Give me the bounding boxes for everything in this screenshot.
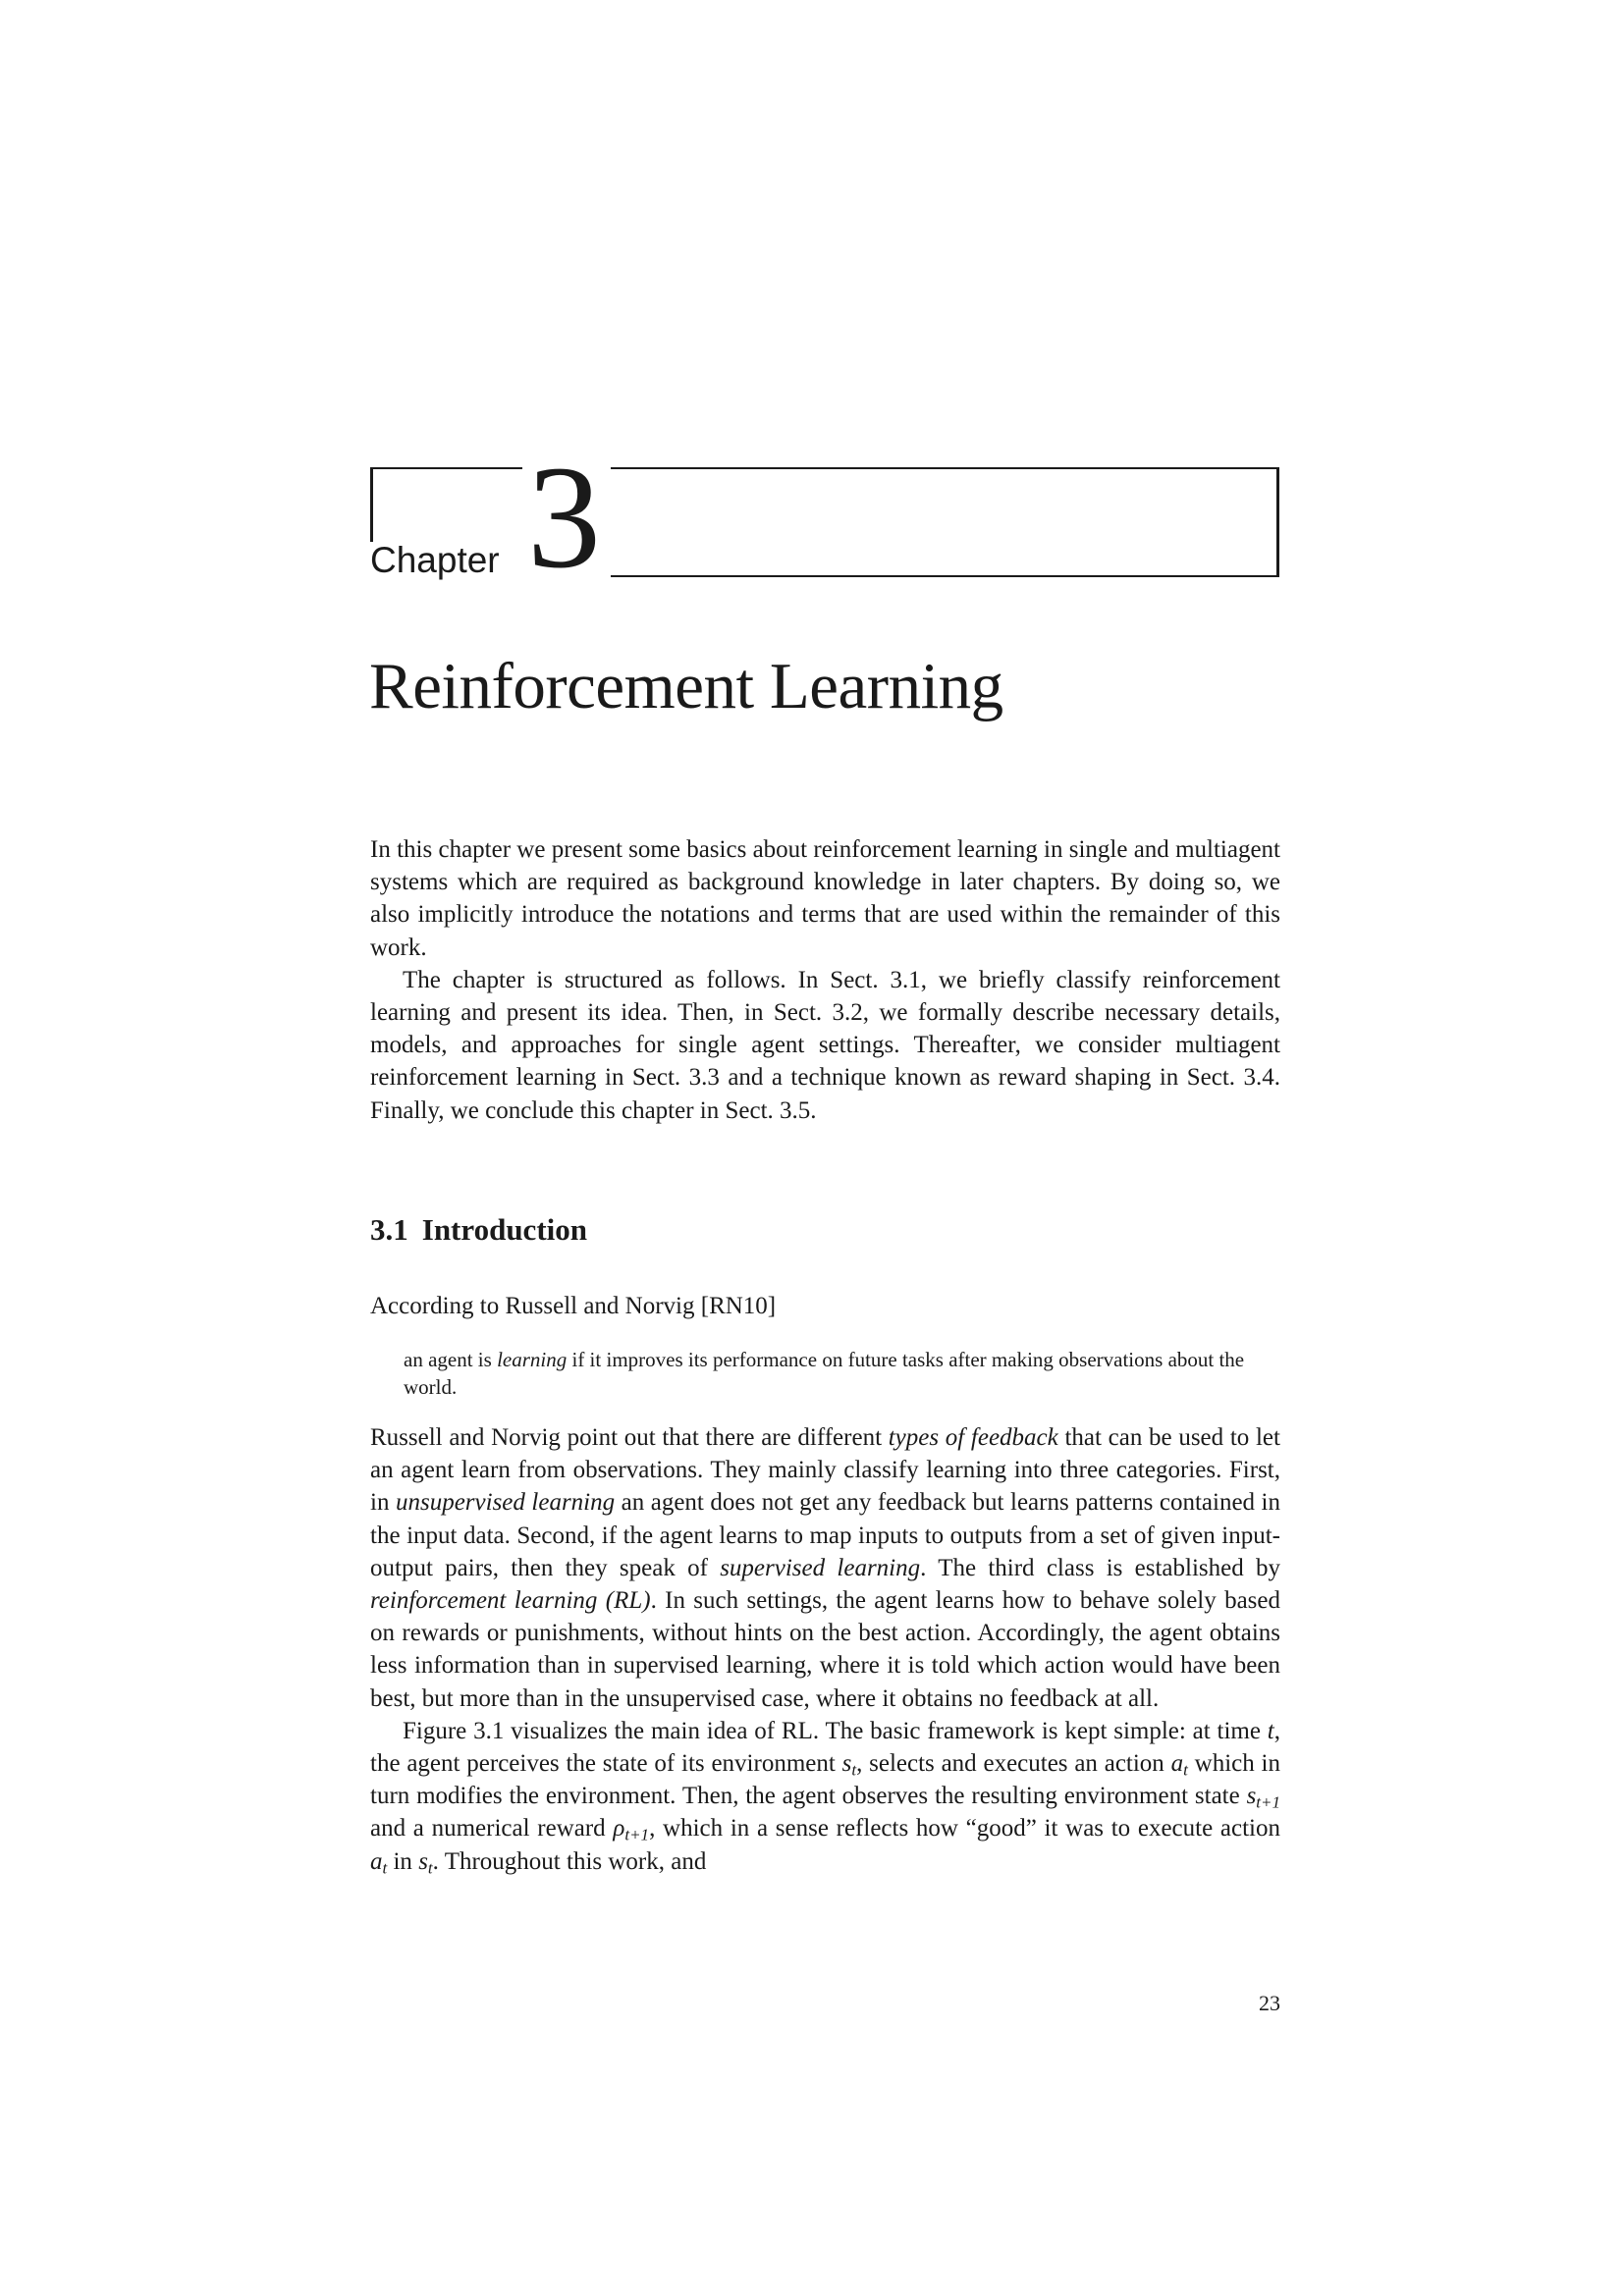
- body-p2-text-1: Figure 3.1 visualizes the main idea of RL. The basic framework is kept simple: at time: [403, 1717, 1268, 1744]
- math-rho-subscript: t+1: [624, 1825, 650, 1844]
- math-t: t: [1267, 1717, 1274, 1744]
- section-body: [370, 1421, 1280, 1878]
- chapter-frame-left-rule: [370, 467, 373, 542]
- body-p2-text-4: which in turn modifies the environment. Then, the agent observes the resulting environment state: [370, 1750, 1280, 1810]
- math-rho-base: ρ: [613, 1815, 625, 1842]
- math-a-t-2: [370, 1848, 387, 1875]
- math-s-t-2-subscript: t: [427, 1857, 433, 1877]
- math-s-t-plus-1: [1246, 1783, 1280, 1812]
- quote-emphasis: learning: [497, 1348, 568, 1371]
- body-paragraph-1: [370, 1421, 1280, 1715]
- body-p1-emphasis-supervised: supervised learning: [720, 1554, 921, 1581]
- intro-paragraph-1: In this chapter we present some basics about reinforcement learning in single and multiagent systems which are required as background knowledge in later chapters. By doing so, we also implicitly introduce the notations and terms that are used within the remainder of this work.: [370, 836, 1280, 961]
- math-a-t-2-base: a: [370, 1847, 383, 1875]
- chapter-number: 3: [527, 436, 601, 599]
- body-p2-text-8: . Throughout this work, and: [432, 1847, 707, 1875]
- section-lead-sentence: According to Russell and Norvig [RN10]: [370, 1293, 777, 1319]
- page-number: 23: [1259, 1991, 1280, 2015]
- body-p2-text-2: , the agent perceives the state of its environment: [370, 1717, 1280, 1778]
- math-a-t-subscript: t: [1183, 1760, 1188, 1780]
- math-a-t-2-subscript: t: [382, 1857, 388, 1877]
- math-s-t-base: s: [841, 1750, 852, 1778]
- chapter-header: [370, 436, 1280, 599]
- math-a-t-base: a: [1170, 1750, 1184, 1778]
- section-heading: [370, 1211, 587, 1248]
- math-a-t: [1170, 1750, 1188, 1780]
- body-p1-emphasis-rl: reinforcement learning (RL): [370, 1587, 651, 1615]
- body-p1-text-3: an agent does not get any feedback but learns patterns contained in the input data. Second, if the agent learns to map inputs to outputs from a set of given input-output pairs, then they speak of: [370, 1489, 1281, 1581]
- body-p1-text-1: Russell and Norvig point out that there are different: [370, 1424, 889, 1451]
- math-s-t-subscript: t: [851, 1760, 857, 1780]
- math-rho-t-plus-1: [613, 1815, 649, 1842]
- chapter-label: Chapter: [370, 540, 500, 580]
- chapter-frame-right-box: [611, 467, 1279, 577]
- block-quote: [404, 1346, 1258, 1401]
- math-s-t-2: [418, 1848, 432, 1875]
- math-s-t-2-base: s: [418, 1847, 428, 1875]
- body-paragraph-2: [370, 1715, 1280, 1878]
- body-p2-text-3: , selects and executes an action: [856, 1750, 1171, 1778]
- math-s-t-plus-1-subscript: t+1: [1256, 1792, 1280, 1812]
- section-number: 3.1: [370, 1212, 408, 1247]
- body-p2-text-5: and a numerical reward: [370, 1815, 614, 1842]
- body-p1-emphasis-unsupervised: unsupervised learning: [395, 1489, 616, 1517]
- body-p1-text-2: that can be used to let an agent learn from observations. They mainly classify learning into three categories. First, in: [370, 1424, 1280, 1517]
- body-p2-text-6: , which in a sense reflects how “good” it was to execute action: [649, 1815, 1280, 1842]
- body-p2-text-7: in: [387, 1847, 419, 1875]
- quote-text-1: an agent is: [404, 1348, 498, 1371]
- body-p1-emphasis-feedback: types of feedback: [888, 1424, 1058, 1451]
- chapter-intro: [370, 833, 1280, 1127]
- section-title: Introduction: [421, 1212, 587, 1247]
- math-s-t-plus-1-base: s: [1246, 1783, 1257, 1810]
- math-s-t: [841, 1750, 857, 1780]
- chapter-frame-top-left-rule: [370, 467, 522, 469]
- body-p1-text-4: . The third class is established by: [920, 1554, 1280, 1581]
- body-p1-text-5: . In such settings, the agent learns how to behave solely based on rewards or punishments, without hints on the best action. Accordingly, the agent obtains less information than in supervised learning, where it is told which action would have been best, but more than in the unsupervised case, where it obtains no feedback at all.: [370, 1587, 1281, 1712]
- chapter-title: Reinforcement Learning: [369, 650, 1003, 722]
- intro-paragraph-2: The chapter is structured as follows. In Sect. 3.1, we briefly classify reinforcement learning and present its idea. Then, in Sect. 3.2, we formally describe necessary details, models, and approaches for single agent settings. Thereafter, we consider multiagent reinforcement learning in Sect. 3.3 and a technique known as reward shaping in Sect. 3.4. Finally, we conclude this chapter in Sect. 3.5.: [370, 966, 1280, 1124]
- quote-text-2: if it improves its performance on future tasks after making observations about the world.: [404, 1348, 1245, 1399]
